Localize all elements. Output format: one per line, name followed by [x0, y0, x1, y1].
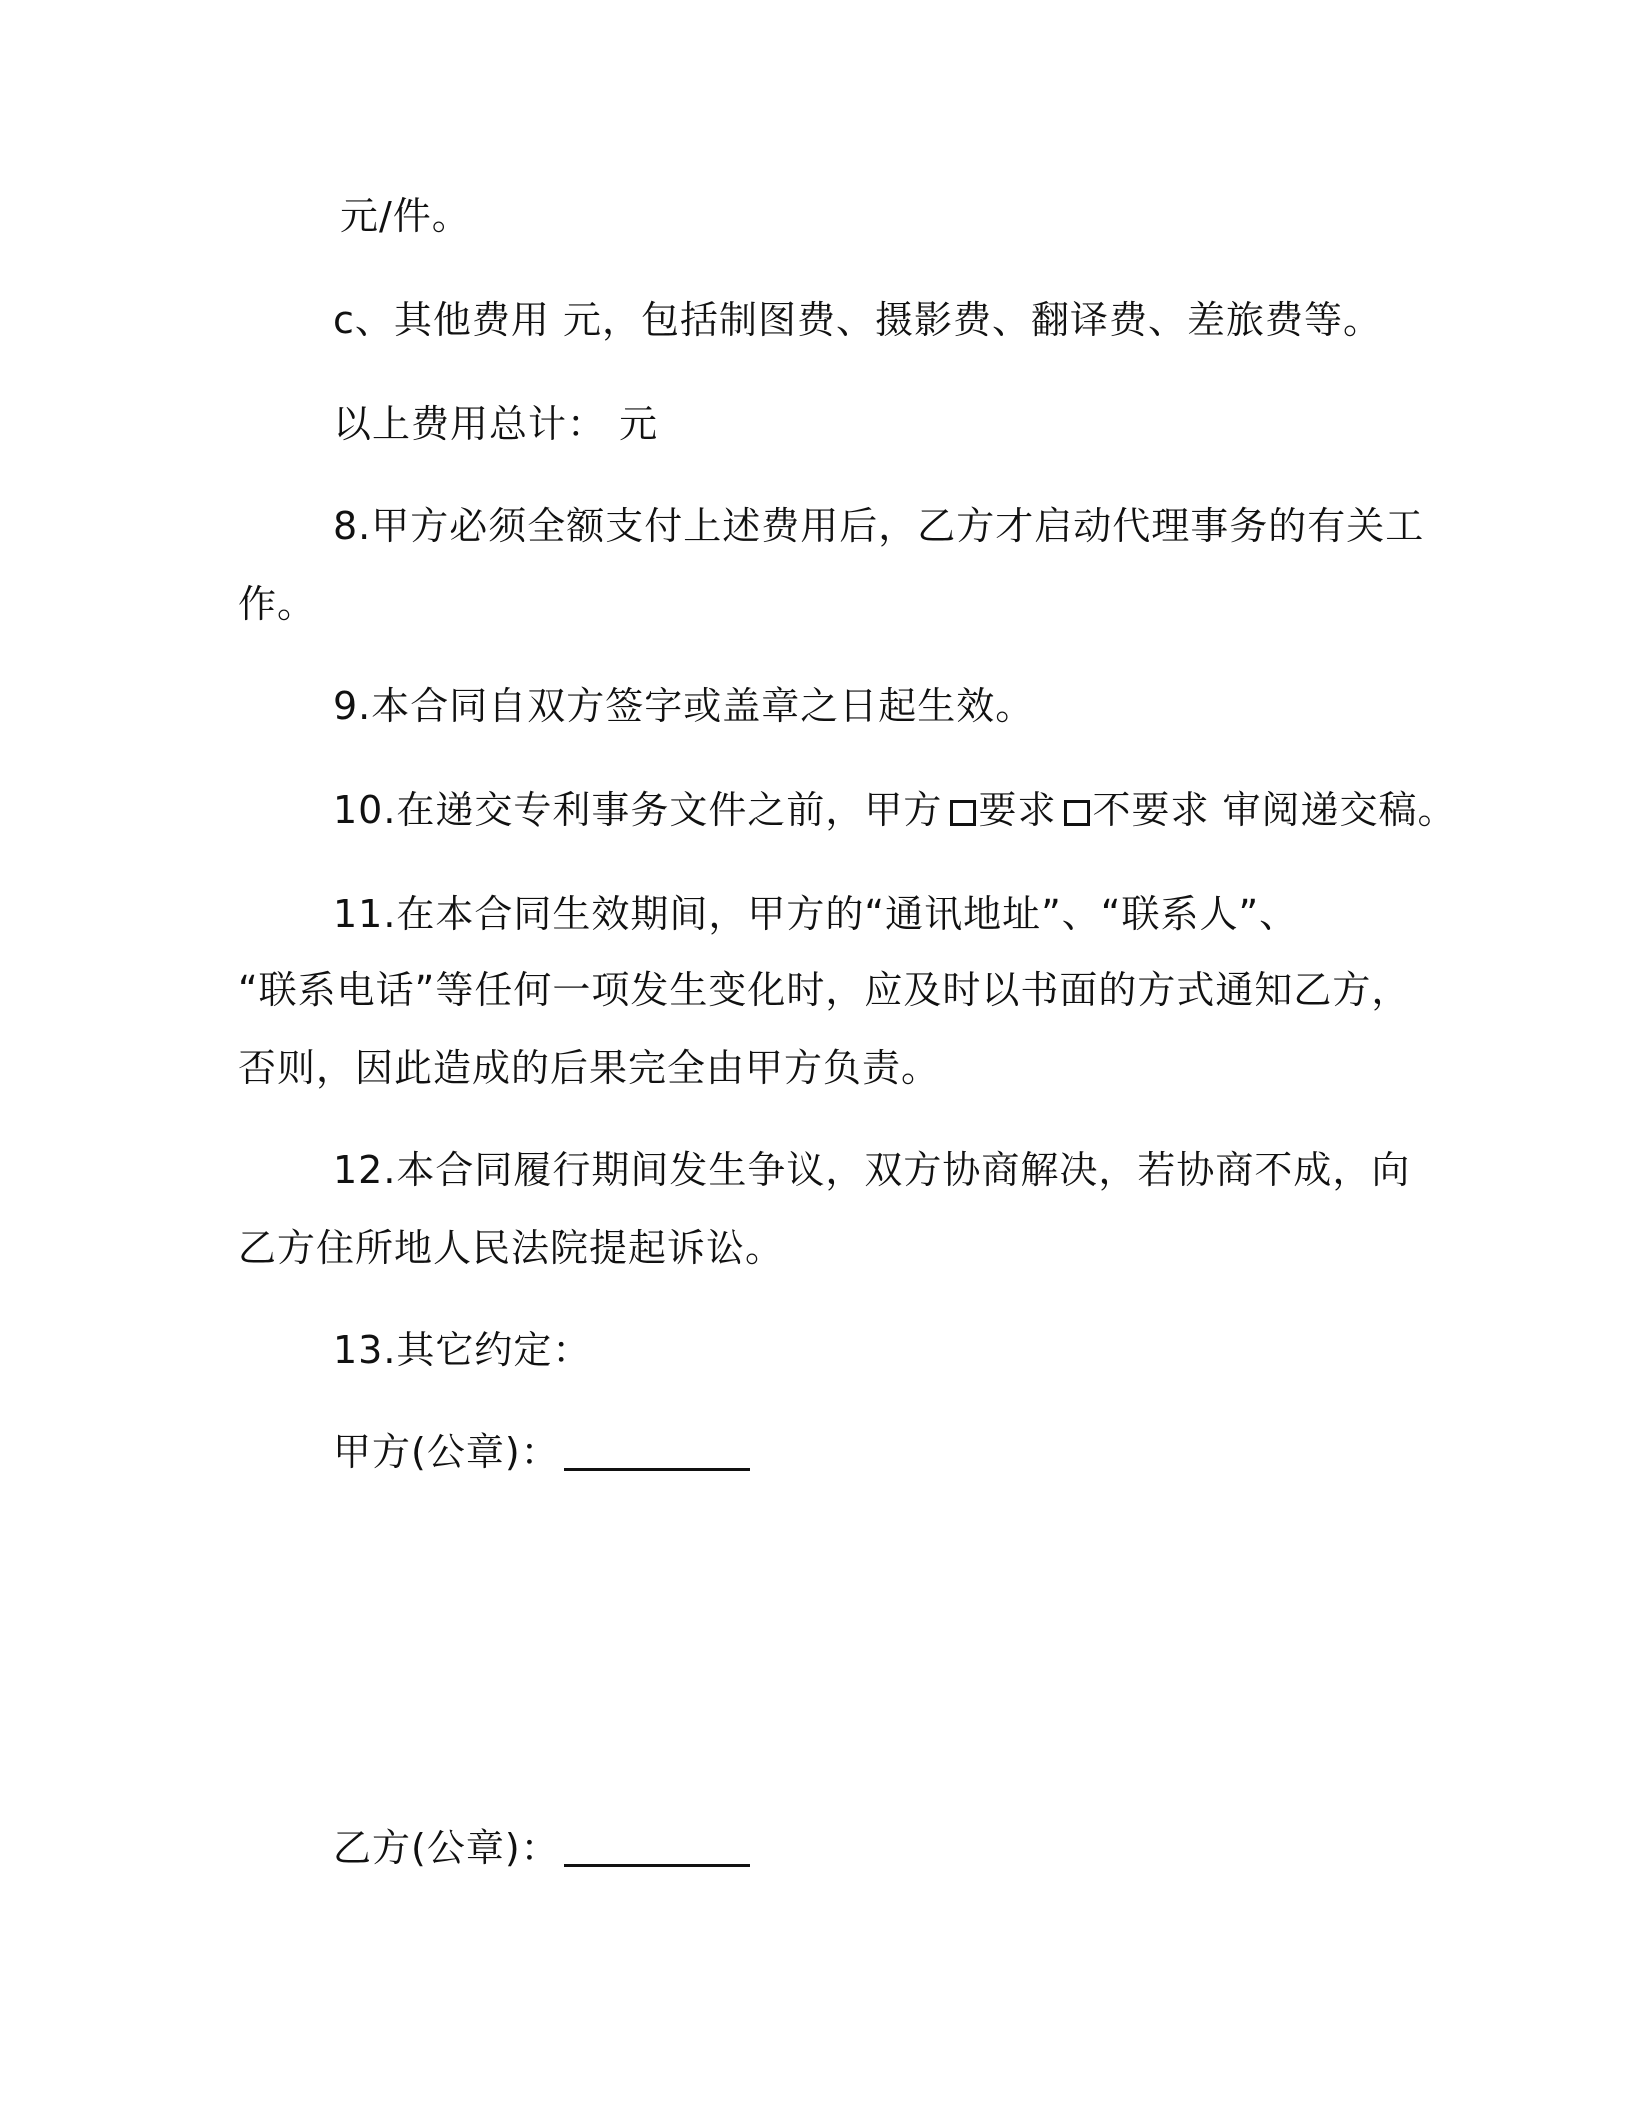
clause-10-suffix: 审阅递交稿。	[1209, 788, 1457, 832]
clause-11-line-1: 11.在本合同生效期间，甲方的“通讯地址”、“联系人”、	[333, 892, 1299, 936]
text-line-total-fees: 以上费用总计： 元	[333, 402, 659, 446]
checkbox-require-review[interactable]	[950, 800, 976, 826]
clause-12-line-1: 12.本合同履行期间发生争议，双方协商解决，若协商不成，向	[333, 1148, 1411, 1192]
party-b-signature	[333, 1824, 750, 1872]
clause-12-line-2: 乙方住所地人民法院提起诉讼。	[238, 1226, 785, 1270]
option-not-require-label: 不要求	[1092, 788, 1210, 832]
party-a-signature	[333, 1428, 750, 1476]
clause-10	[333, 786, 1457, 834]
party-b-label: 乙方(公章)：	[333, 1826, 560, 1870]
text-line-other-fees: c、其他费用 元，包括制图费、摄影费、翻译费、差旅费等。	[333, 298, 1382, 342]
clause-8-line-1: 8.甲方必须全额支付上述费用后，乙方才启动代理事务的有关工	[333, 504, 1425, 548]
party-a-label: 甲方(公章)：	[333, 1430, 560, 1474]
party-a-blank[interactable]	[564, 1434, 750, 1471]
text-line-unit-price: 元/件。	[340, 194, 471, 238]
clause-11-line-2: “联系电话”等任何一项发生变化时，应及时以书面的方式通知乙方，	[238, 968, 1411, 1012]
clause-13: 13.其它约定：	[333, 1328, 592, 1372]
checkbox-no-review[interactable]	[1064, 800, 1090, 826]
option-require-label: 要求	[978, 788, 1057, 832]
clause-9: 9.本合同自双方签字或盖章之日起生效。	[333, 684, 1035, 728]
clause-11-line-3: 否则，因此造成的后果完全由甲方负责。	[238, 1046, 941, 1090]
clause-10-prefix: 10.在递交专利事务文件之前，甲方	[333, 788, 943, 832]
party-b-blank[interactable]	[564, 1830, 750, 1867]
clause-8-line-2: 作。	[238, 582, 317, 626]
